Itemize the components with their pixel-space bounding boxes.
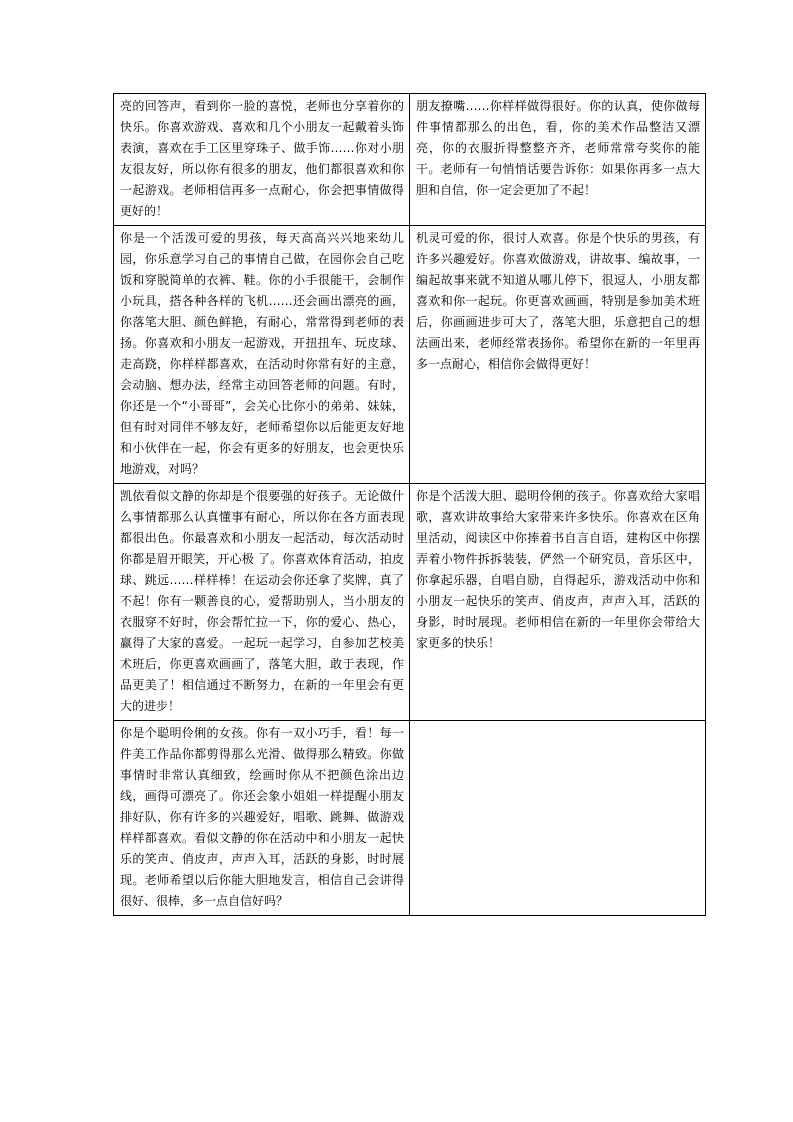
table-row — [114, 484, 706, 721]
comment-cell: 亮的回答声，看到你一脸的喜悦，老师也分享着你的快乐。你喜欢游戏、喜欢和几个小朋友一起戴着头饰表演，喜欢在手工区里穿珠子、做手饰……你对小朋友很友好，所以你有很多的朋友，他们都很喜欢和你一起游戏。老师相信再多一点耐心，你会把事情做得更好的！ — [114, 94, 410, 226]
table-row — [114, 226, 706, 484]
comment-cell: 凯依看似文静的你却是个很要强的好孩子。无论做什么事情都那么认真懂事有耐心，所以你在各方面表现都很出色。你最喜欢和小朋友一起活动，每次活动时你都是眉开眼笑，开心极 了。你喜欢体育活动，拍皮球、跳远……样样棒！在运动会你还拿了奖牌，真了不起！你有一颗善良的心，爱帮助别人，当小朋友的衣服穿不好时，你会帮忙拉一下，你的爱心、热心，赢得了大家的喜爱。一起玩一起学习，自参加艺校美术班后，你更喜欢画画了，落笔大胆，敢于表现，作品更美了！相信通过不断努力，在新的一年里会有更大的进步！ — [114, 484, 410, 721]
table-row — [114, 721, 706, 916]
comment-cell: 机灵可爱的你，很讨人欢喜。你是个快乐的男孩，有许多兴趣爱好。你喜欢做游戏，讲故事、编故事，一编起故事来就不知道从哪儿停下，很逗人，小朋友都喜欢和你一起玩。你更喜欢画画，特别是参加美术班后，你画画进步可大了，落笔大胆，乐意把自己的想法画出来，老师经常表扬你。希望你在新的一年里再多一点耐心，相信你会做得更好！ — [410, 226, 706, 484]
teacher-comments-table — [113, 93, 706, 916]
comment-cell: 你是个聪明伶俐的女孩。你有一双小巧手，看！每一件美工作品你都剪得那么光滑、做得那么精致。你做事情时非常认真细致，绘画时你从不把颜色涂出边线，画得可漂亮了。你还会象小姐姐一样提醒小朋友排好队，你有许多的兴趣爱好，唱歌、跳舞、做游戏样样都喜欢。看似文静的你在活动中和小朋友一起快乐的笑声、俏皮声，声声入耳，活跃的身影，时时展现。老师希望以后你能大胆地发言，相信自己会讲得很好、很棒，多一点自信好吗？ — [114, 721, 410, 916]
empty-comment-cell — [410, 721, 706, 916]
comment-cell: 朋友撩嘴……你样样做得很好。你的认真，使你做每件事情都那么的出色，看，你的美术作品整洁又漂亮，你的衣服折得整整齐齐，老师常常夸奖你的能干。老师有一句悄悄话要告诉你：如果你再多一点大胆和自信，你一定会更加了不起！ — [410, 94, 706, 226]
table-row — [114, 94, 706, 226]
comment-cell: 你是个活泼大胆、聪明伶俐的孩子。你喜欢给大家唱歌，喜欢讲故事给大家带来许多快乐。你喜欢在区角里活动，阅读区中你捧着书自言自语，建构区中你摆弄着小物件拆拆装装，俨然一个研究员，音乐区中，你拿起乐器，自唱自励，自得起乐，游戏活动中你和小朋友一起快乐的笑声、俏皮声，声声入耳，活跃的身影，时时展现。老师相信在新的一年里你会带给大家更多的快乐！ — [410, 484, 706, 721]
comment-cell: 你是一个活泼可爱的男孩，每天高高兴兴地来幼儿园，你乐意学习自己的事情自己做，在园你会自己吃饭和穿脱简单的衣裤、鞋。你的小手很能干，会制作小玩具，搭各种各样的飞机……还会画出漂亮的画，你落笔大胆、颜色鲜艳，有耐心，常常得到老师的表扬。你喜欢和小朋友一起游戏，开扭扭车、玩皮球、走高跷，你样样都喜欢，在活动时你常有好的主意，会动脑、想办法，经常主动回答老师的问题。有时，你还是一个“小哥哥”，会关心比你小的弟弟、妹妹，但有时对同伴不够友好，老师希望你以后能更友好地和小伙伴在一起，你会有更多的好朋友，也会更快乐地游戏，对吗？ — [114, 226, 410, 484]
